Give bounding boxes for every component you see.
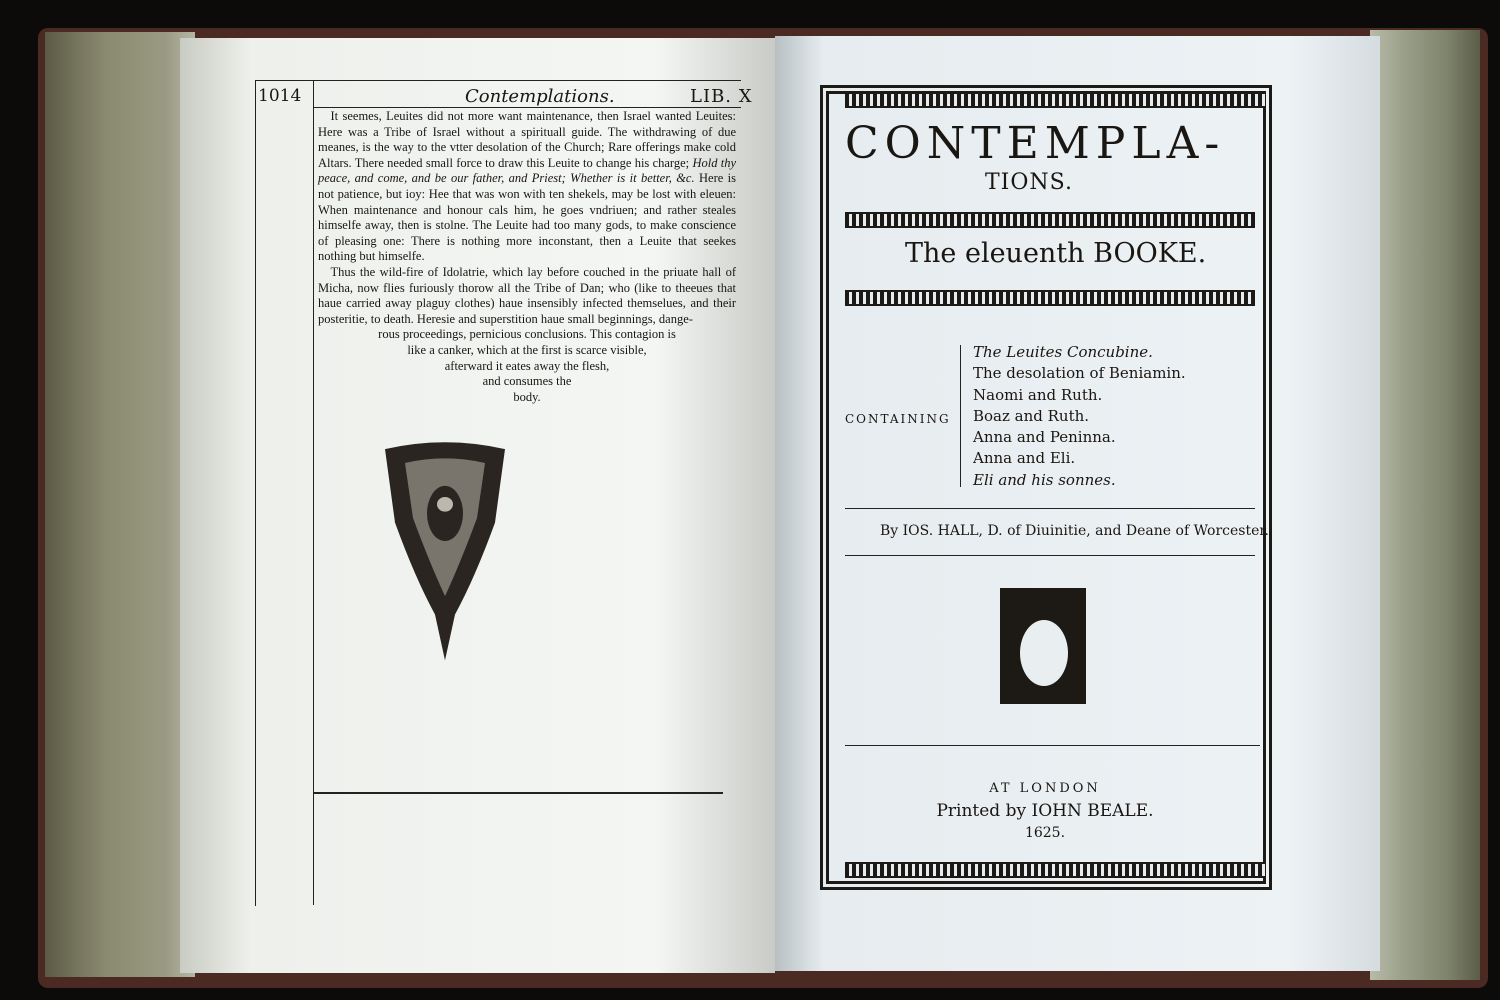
margin-rule bbox=[313, 80, 314, 905]
tail-line: afterward it eates away the flesh, bbox=[444, 358, 610, 373]
book-reference: LIB. X bbox=[690, 86, 753, 107]
imprint bbox=[880, 778, 1210, 844]
body-text bbox=[318, 109, 736, 405]
ornamental-band bbox=[845, 862, 1265, 878]
footer-rule bbox=[313, 792, 723, 794]
imprint-printer: Printed by IOHN BEALE. bbox=[936, 801, 1154, 821]
contents-item: Anna and Peninna. bbox=[973, 428, 1116, 447]
title-continued: TIONS. bbox=[985, 170, 1073, 195]
right-page-edges bbox=[1370, 30, 1480, 980]
imprint-place: AT LONDON bbox=[989, 781, 1101, 796]
tailpiece-ornament bbox=[385, 440, 505, 665]
contents-item: Anna and Eli. bbox=[973, 449, 1076, 468]
ornamental-band bbox=[845, 92, 1265, 108]
contents-item: Eli and his sonnes. bbox=[973, 470, 1116, 489]
rule bbox=[845, 508, 1255, 509]
tail-line: rous proceedings, pernicious conclusions. This contagion is bbox=[378, 327, 676, 342]
rule bbox=[845, 745, 1260, 746]
running-title: Contemplations. bbox=[465, 86, 615, 107]
page-number: 1014 bbox=[258, 86, 302, 106]
printers-device-emblem bbox=[1000, 588, 1086, 704]
paragraph bbox=[318, 265, 736, 327]
title: CONTEMPLA- bbox=[845, 118, 1226, 169]
contents-list bbox=[973, 342, 1186, 491]
contents-item: Boaz and Ruth. bbox=[973, 406, 1090, 425]
ornamental-band bbox=[845, 212, 1255, 228]
tail-line: and consumes the bbox=[482, 374, 572, 389]
author-byline: By IOS. HALL, D. of Diuinitie, and Deane of Worcester. bbox=[880, 523, 1269, 539]
tail-line: body. bbox=[513, 389, 541, 404]
tail-line: like a canker, which at the first is scarce visible, bbox=[407, 342, 647, 357]
text-run: Thus the wild-fire of Idolatrie, which lay before couched in the priuate hall of Micha, now flies furiously thorow all the Tribe of Dan; who (like to theeues that haue carried away plaguy clothes) haue insensibly infected themselues, and their posteritie, to death. Heresie and superstition haue small beginnings, dange- bbox=[318, 264, 736, 326]
containing-label: CONTAINING bbox=[845, 412, 951, 426]
ornamental-band bbox=[845, 290, 1255, 306]
imprint-year: 1625. bbox=[1024, 825, 1066, 841]
header-rule bbox=[313, 107, 741, 108]
left-page-edges bbox=[45, 32, 195, 977]
italic-quote: Hold thy peace, and come, and be our father, and Priest; Whether is it better, &c. bbox=[318, 155, 736, 186]
paragraph bbox=[318, 109, 736, 265]
contents-item: The desolation of Beniamin. bbox=[973, 364, 1186, 383]
contents-item: The Leuites Concubine. bbox=[973, 343, 1153, 361]
subtitle: The eleuenth BOOKE. bbox=[905, 238, 1207, 269]
rule bbox=[845, 555, 1255, 556]
text-run: It seemes, Leuites did not more want maintenance, then Israel wanted Leuites: Here was a Tribe of Israel without a spirituall guide. The withdrawing of due meanes, is the way to the vtter desolation of the Church; Rare offerings make cold Altars. There needed small force to draw this Leuite to change his charge; bbox=[318, 109, 736, 170]
text-run: Here is not patience, but ioy: Hee that was won with ten shekels, may be lost with eleuen: When maintenance and honour cals him, he goes vndriuen; and rather steales himselfe away, then is stolne. The Leuite had too many gods, to make conscience of pleasing one: There is nothing more inconstant, then a Leuite that seekes nothing but himselfe. bbox=[318, 171, 736, 264]
contents-item: Naomi and Ruth. bbox=[973, 385, 1103, 404]
brace bbox=[960, 345, 961, 487]
